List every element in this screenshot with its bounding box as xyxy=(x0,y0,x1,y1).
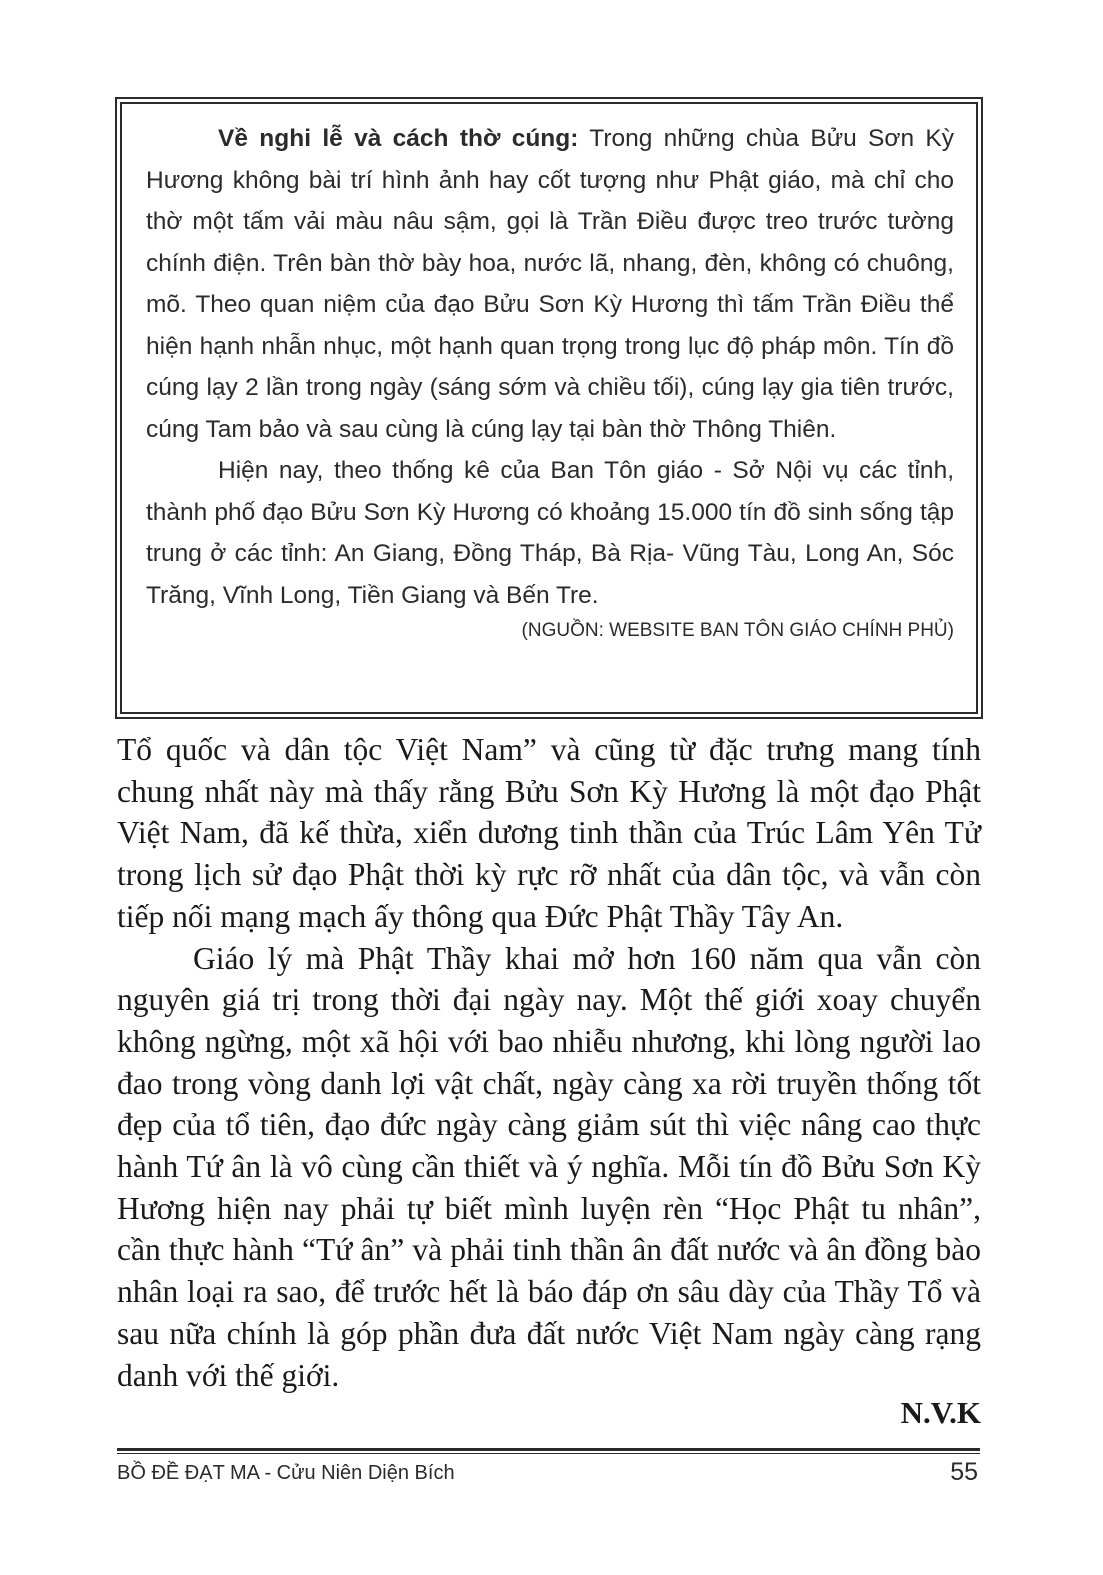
body-text xyxy=(117,729,981,1396)
page-number: 55 xyxy=(950,1458,978,1486)
box-paragraph-2: Hiện nay, theo thống kê của Ban Tôn giáo - Sở Nội vụ các tỉnh, thành phố đạo Bửu Sơn Kỳ Hương có khoảng 15.000 tín đồ sinh sống tập trung ở các tỉnh: An Giang, Đồng Tháp, Bà Rịa- Vũng Tàu, Long An, Sóc Trăng, Vĩnh Long, Tiền Giang và Bến Tre. xyxy=(146,457,954,609)
box-lead-heading: Về nghi lễ và cách thờ cúng: xyxy=(218,125,579,152)
footer-rule xyxy=(117,1448,980,1454)
sidebar-box xyxy=(115,97,983,719)
body-paragraph-1: Tổ quốc và dân tộc Việt Nam” và cũng từ đặc trưng mang tính chung nhất này mà thấy rằng Bửu Sơn Kỳ Hương là một đạo Phật Việt Nam, đã kế thừa, xiển dương tinh thần của Trúc Lâm Yên Tử trong lịch sử đạo Phật thời kỳ rực rỡ nhất của dân tộc, và vẫn còn tiếp nối mạng mạch ấy thông qua Đức Phật Thầy Tây An. xyxy=(117,732,981,934)
footer-title: BỒ ĐỀ ĐẠT MA - Cửu Niên Diện Bích xyxy=(117,1462,455,1484)
box-paragraph-1-text: Trong những chùa Bửu Sơn Kỳ Hương không bài trí hình ảnh hay cốt tượng như Phật giáo, mà chỉ cho thờ một tấm vải màu nâu sậm, gọi là Trần Điều được treo trước tường chính điện. Trên bàn thờ bày hoa, nước lã, nhang, đèn, không có chuông, mõ. Theo quan niệm của đạo Bửu Sơn Kỳ Hương thì tấm Trần Điều thể hiện hạnh nhẫn nhục, một hạnh quan trọng trong lục độ pháp môn. Tín đồ cúng lạy 2 lần trong ngày (sáng sớm và chiều tối), cúng lạy gia tiên trước, cúng Tam bảo và sau cùng là cúng lạy tại bàn thờ Thông Thiên. xyxy=(146,125,954,443)
body-paragraph-2: Giáo lý mà Phật Thầy khai mở hơn 160 năm qua vẫn còn nguyên giá trị trong thời đại ngày nay. Một thế giới xoay chuyển không ngừng, một xã hội với bao nhiễu nhương, khi lòng người lao đao trong vòng danh lợi vật chất, ngày càng xa rời truyền thống tốt đẹp của tổ tiên, đạo đức ngày càng giảm sút thì việc nâng cao thực hành Tứ ân là vô cùng cần thiết và ý nghĩa. Mỗi tín đồ Bửu Sơn Kỳ Hương hiện nay phải tự biết mình luyện rèn “Học Phật tu nhân”, cần thực hành “Tứ ân” và phải tinh thần ân đất nước và ân đồng bào nhân loại ra sao, để trước hết là báo đáp ơn sâu dày của Thầy Tổ và sau nữa chính là góp phần đưa đất nước Việt Nam ngày càng rạng danh với thế giới. xyxy=(117,940,981,1393)
box-source: (NGUỒN: WEBSITE BAN TÔN GIÁO CHÍNH PHỦ) xyxy=(521,620,954,641)
box-paragraph-1 xyxy=(146,118,954,450)
signature: N.V.K xyxy=(900,1395,981,1430)
